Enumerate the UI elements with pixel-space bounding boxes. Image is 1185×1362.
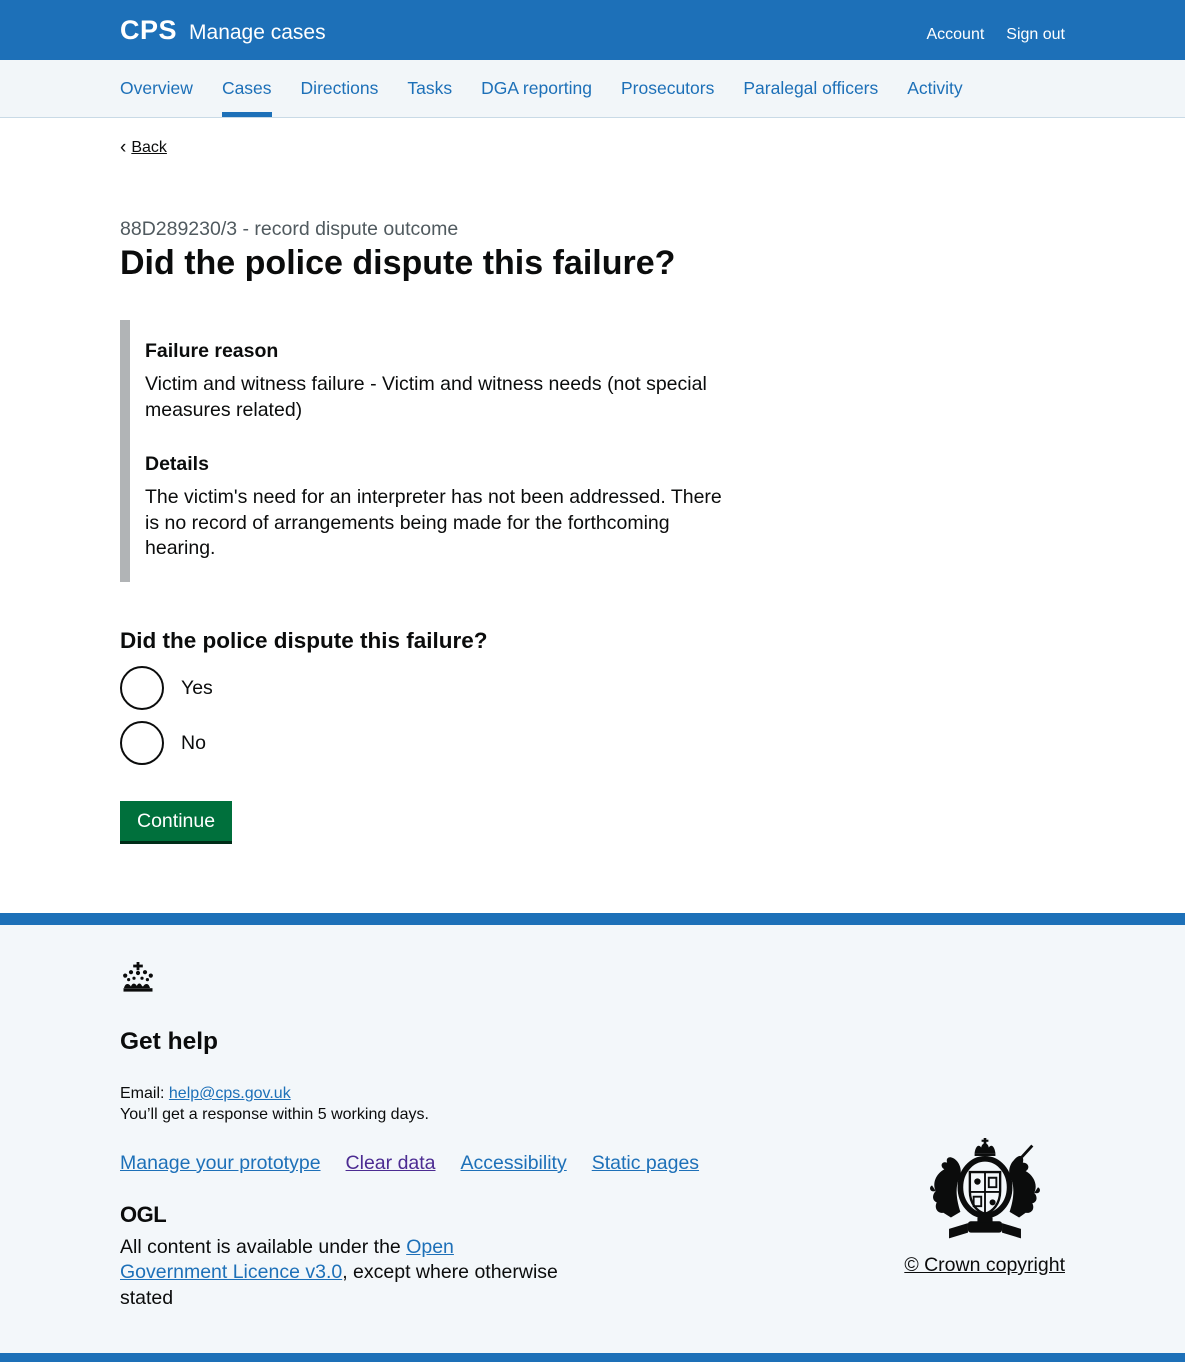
header-branding: [120, 15, 326, 46]
nav-item-activity[interactable]: Activity: [907, 78, 963, 98]
static-pages-link[interactable]: Static pages: [591, 1152, 700, 1175]
continue-button[interactable]: Continue: [120, 801, 232, 841]
nav-item-paralegal-officers[interactable]: Paralegal officers: [743, 78, 879, 98]
get-help-heading: Get help: [120, 1028, 219, 1056]
footer-links: [120, 1152, 699, 1175]
cps-logo: CPS: [120, 14, 178, 45]
footer-right-column: [904, 1138, 1065, 1277]
header-account-nav: [926, 26, 1065, 44]
clear-data-link[interactable]: Clear data: [345, 1152, 436, 1175]
response-note: You’ll get a response within 5 working days.: [120, 1106, 429, 1124]
page-title: Did the police dispute this failure?: [120, 244, 676, 282]
app-footer: [0, 925, 1185, 1353]
failure-reason-heading: Failure reason: [145, 340, 279, 363]
accessibility-link[interactable]: Accessibility: [460, 1152, 567, 1175]
nav-item-tasks[interactable]: Tasks: [407, 78, 453, 98]
back-link[interactable]: ‹ Back: [120, 137, 167, 158]
failure-inset-panel: [120, 320, 745, 582]
radio-no-label[interactable]: No: [181, 731, 206, 754]
service-name: Manage cases: [189, 20, 326, 44]
crown-icon: [120, 962, 156, 993]
radio-no-input[interactable]: [120, 721, 164, 765]
details-heading: Details: [145, 452, 209, 475]
nav-item-overview[interactable]: Overview: [120, 78, 193, 98]
details-text: The victim's need for an interpreter has not been addressed. There is no record of arrangements being made for the forthcoming hearing.: [145, 485, 722, 560]
help-email-link[interactable]: help@cps.gov.uk: [168, 1085, 291, 1103]
radio-option-yes[interactable]: [120, 666, 1065, 710]
manage-prototype-link[interactable]: Manage your prototype: [120, 1152, 321, 1175]
footer-bottom-bar: [0, 1353, 1185, 1362]
email-label: Email:: [120, 1085, 165, 1103]
account-link[interactable]: Account: [926, 25, 985, 43]
footer-left-column: [120, 1152, 699, 1311]
open-government-licence-link[interactable]: Open Government Licence v3.0: [120, 1236, 454, 1284]
nav-item-directions[interactable]: Directions: [300, 78, 379, 98]
licence-text: All content is available under the Open Government Licence v3.0, except where otherwise stated: [120, 1236, 558, 1309]
dispute-radio-group: [120, 666, 1065, 765]
crown-copyright-link[interactable]: © Crown copyright: [904, 1254, 1065, 1277]
email-line: [120, 1085, 1065, 1103]
radio-yes-label[interactable]: Yes: [181, 676, 213, 699]
nav-item-prosecutors[interactable]: Prosecutors: [620, 78, 715, 98]
primary-nav: [0, 60, 1185, 118]
details-section: [145, 453, 730, 562]
radio-option-no[interactable]: [120, 721, 1065, 765]
sign-out-link[interactable]: Sign out: [1006, 25, 1065, 43]
radio-yes-input[interactable]: [120, 666, 164, 710]
nav-item-dga-reporting[interactable]: DGA reporting: [481, 78, 592, 98]
case-reference-caption: 88D289230/3 - record dispute outcome: [120, 218, 459, 240]
royal-coat-of-arms-icon: [928, 1138, 1042, 1244]
chevron-left-icon: ‹: [120, 137, 127, 158]
failure-reason-text: Victim and witness failure - Victim and witness needs (not special measures related): [145, 373, 707, 422]
failure-reason-section: [145, 340, 730, 423]
app-header: [0, 0, 1185, 60]
footer-top-divider: [0, 913, 1185, 925]
ogl-logo: OGL: [120, 1202, 167, 1228]
question-legend: Did the police dispute this failure?: [120, 628, 488, 654]
nav-item-cases[interactable]: Cases: [222, 60, 272, 117]
main-content: [0, 118, 1185, 913]
